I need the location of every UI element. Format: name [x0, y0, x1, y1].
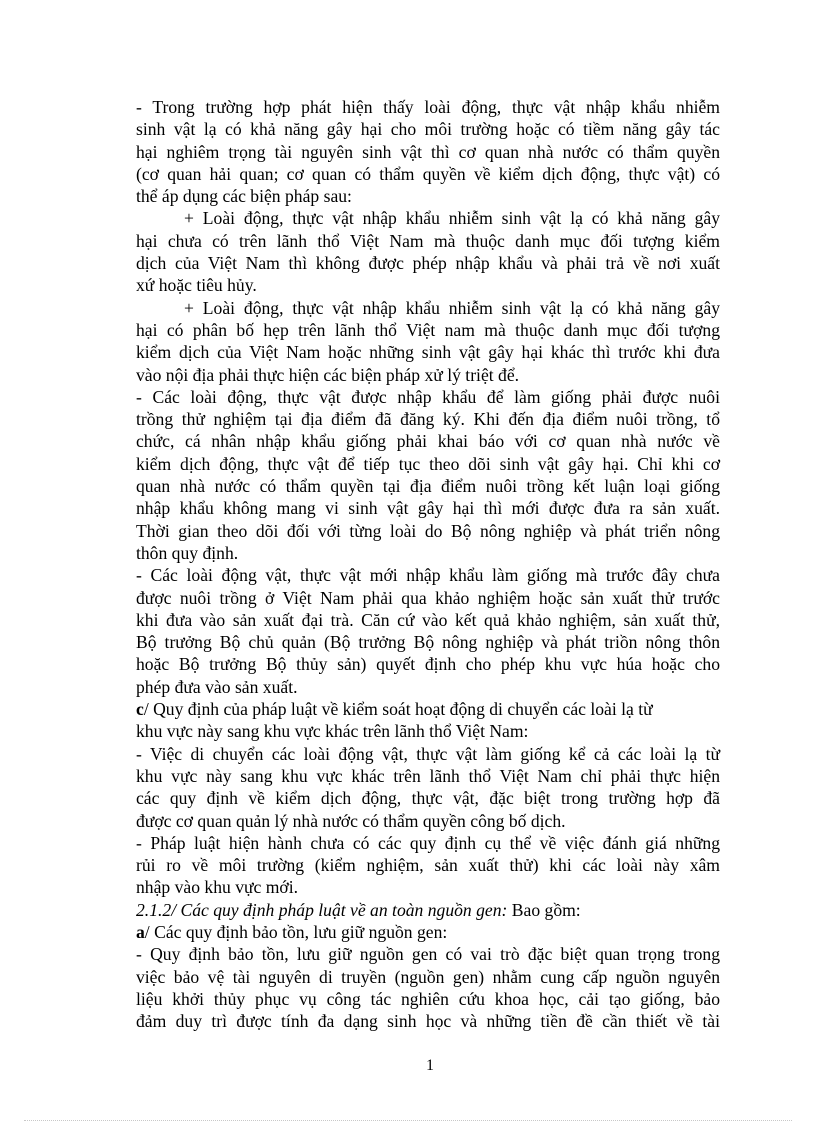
section-heading-c — [136, 698, 720, 720]
section-heading-italic: 2.1.2/ Các quy định pháp luật về an toàn nguồn gen: — [136, 899, 508, 920]
text-line: được nuôi trồng ở Việt Nam phải qua khảo nghiệm hoặc sản xuất thử trước — [136, 587, 720, 608]
text-line: kiểm dịch của Việt Nam hoặc những sinh vật gây hại khác thì trước khi đưa — [136, 342, 720, 363]
text-line: đảm duy trì được tính đa dạng sinh học và những tiền đề cần thiết về tài — [136, 1011, 720, 1032]
section-heading-text: / Các quy định bảo tồn, lưu giữ nguồn gen: — [144, 921, 448, 942]
text-line: Bộ trưởng Bộ chủ quản (Bộ trưởng Bộ nông nghiệp và phát triồn nông thôn — [136, 632, 720, 653]
section-heading-rest: Bao gồm: — [507, 899, 581, 920]
page-bottom-divider — [24, 1120, 792, 1121]
text-line: - Các loài động, thực vật được nhập khẩu để làm giống phải được nuôi — [136, 386, 720, 407]
text-line: dịch của Việt Nam thì không được phép nhập khẩu và phải trả về nơi xuất — [136, 253, 720, 274]
section-heading-212 — [136, 899, 720, 921]
text-line: chức, cá nhân nhập khẩu giống phải khai báo với cơ quan nhà nước về — [136, 431, 720, 452]
text-line: khu vực này sang khu vực khác trên lãnh thổ Việt Nam: — [136, 721, 529, 742]
section-letter-a: a — [136, 921, 145, 942]
text-line: được cơ quan quản lý nhà nước có thẩm quyền công bố dịch. — [136, 810, 566, 831]
text-line: kiểm dịch động, thực vật để tiếp tục theo dõi sinh vật gây hại. Chỉ khi cơ — [136, 453, 720, 474]
text-line: khu vực này sang khu vực khác trên lãnh thổ Việt Nam chỉ phải thực hiện — [136, 765, 720, 786]
document-body — [136, 96, 720, 1032]
text-line: Thời gian theo dõi đối với từng loài do Bộ nông nghiệp và phát triển nông — [136, 520, 720, 541]
section-heading-text: / Quy định của pháp luật về kiểm soát hoạt động di chuyển các loài lạ từ — [143, 699, 653, 720]
text-line: quan nhà nước có thẩm quyền tại địa điểm nuôi trồng kết luận loại giống — [136, 476, 720, 497]
text-line: hại nghiêm trọng tài nguyên sinh vật thì cơ quan nhà nước có thẩm quyền — [136, 141, 720, 162]
text-line: (cơ quan hải quan; cơ quan có thẩm quyền về kiểm dịch động, thực vật) có — [136, 163, 720, 184]
text-line: thôn quy định. — [136, 542, 239, 563]
text-line: nhập vào khu vực mới. — [136, 877, 299, 898]
text-line: vào nội địa phải thực hiện các biện pháp xử lý triệt để. — [136, 364, 520, 385]
text-line: các quy định về kiểm dịch động, thực vật, đặc biệt trong trường hợp đã — [136, 788, 720, 809]
text-line: - Trong trường hợp phát hiện thấy loài động, thực vật nhập khẩu nhiễm — [136, 97, 720, 117]
text-line: - Việc di chuyển các loài động vật, thực vật làm giống kể cả các loài lạ từ — [136, 743, 720, 764]
section-letter-c: c — [136, 699, 144, 720]
text-line: + Loài động, thực vật nhập khẩu nhiễm sinh vật lạ có khả năng gây — [184, 297, 720, 318]
text-line: khi đưa vào sản xuất đại trà. Căn cứ vào kết quả khảo nghiệm, sản xuất thử, — [136, 609, 720, 630]
text-line: việc bảo vệ tài nguyên di truyền (nguồn gen) nhằm cung cấp nguồn nguyên — [136, 966, 720, 987]
text-line: hại chưa có trên lãnh thổ Việt Nam mà thuộc danh mục đối tượng kiểm — [136, 230, 720, 251]
text-line: - Quy định bảo tồn, lưu giữ nguồn gen có vai trò đặc biệt quan trọng trong — [136, 944, 720, 965]
text-line: + Loài động, thực vật nhập khẩu nhiễm sinh vật lạ có khả năng gây — [184, 208, 720, 229]
page-number: 1 — [426, 1057, 434, 1074]
text-line: - Pháp luật hiện hành chưa có các quy định cụ thể về việc đánh giá những — [136, 832, 720, 853]
text-line: hoặc Bộ trưởng Bộ thủy sản) quyết định cho phép khu vực húa hoặc cho — [136, 654, 720, 675]
text-line: trồng thử nghiệm tại địa điểm đã đăng ký. Khi đến địa điểm nuôi trồng, tổ — [136, 409, 720, 430]
text-line: liệu khởi thủy phục vụ công tác nghiên cứu khoa học, cải tạo giống, bảo — [136, 988, 720, 1009]
text-line: nhập khẩu không mang vi sinh vật gây hại thì mới được đưa ra sản xuất. — [136, 498, 720, 519]
text-line: rủi ro về môi trường (kiểm nghiệm, sản xuất thử) khi các loài này xâm — [136, 855, 720, 876]
section-heading-a — [136, 921, 720, 943]
text-line: - Các loài động vật, thực vật mới nhập khẩu làm giống mà trước đây chưa — [136, 565, 720, 586]
text-line: thể áp dụng các biện pháp sau: — [136, 186, 352, 207]
text-line: sinh vật lạ có khả năng gây hại cho môi trường hoặc có tiềm năng gây tác — [136, 119, 720, 140]
text-line: hại có phân bố hẹp trên lãnh thổ Việt nam mà thuộc danh mục đối tượng — [136, 319, 720, 340]
text-line: xứ hoặc tiêu hủy. — [136, 275, 257, 296]
text-line: phép đưa vào sản xuất. — [136, 676, 298, 697]
